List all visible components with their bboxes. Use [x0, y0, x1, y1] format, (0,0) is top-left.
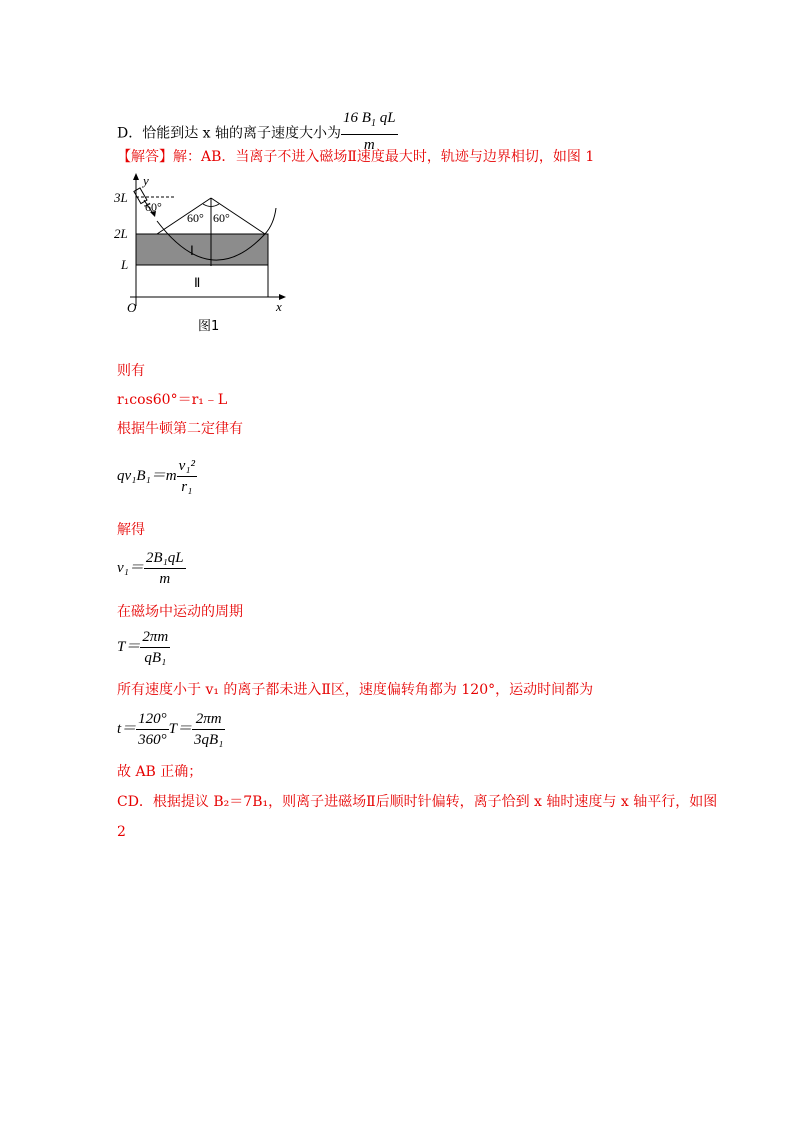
tick-l-label: L: [121, 257, 129, 272]
time-mid: T＝: [168, 720, 193, 737]
newton-equation: [117, 456, 197, 497]
angle-label-left: 60°: [187, 211, 204, 225]
newton-lhs: qv₁B₁＝m: [117, 467, 177, 484]
angle-label-entry: 60°: [145, 200, 162, 214]
y-axis-arrow: [133, 173, 139, 180]
region-2-box: [136, 265, 268, 297]
time-numerator-1: 120°: [136, 709, 169, 730]
time-fraction-1: [136, 709, 169, 750]
time-numerator-2: 2πm: [192, 709, 225, 730]
figure-1: [110, 170, 300, 340]
v1-denominator: m: [159, 571, 171, 587]
cd-text: CD．根据提议 B₂＝7B₁，则离子进磁场Ⅱ后顺时针偏转，离子恰到 x 轴时速度与 x 轴平行，如图: [117, 794, 718, 810]
equation-1: r₁cos60°＝r₁﹣L: [117, 392, 228, 408]
time-denominator-1: 360°: [138, 732, 167, 748]
region-1-label: Ⅰ: [190, 243, 194, 258]
then-text: 则有: [117, 363, 145, 379]
y-axis-label: y: [143, 173, 149, 188]
tick-2l-label: 2L: [114, 226, 128, 241]
option-d-text: D．恰能到达 x 轴的离子速度大小为: [117, 125, 342, 142]
newton-text: 根据牛顿第二定律有: [117, 421, 243, 437]
tick-3l-label: 3L: [114, 190, 128, 205]
option-d-denominator: m: [363, 137, 375, 153]
period-equation: [117, 627, 170, 668]
time-denominator-2: 3qB₁: [194, 732, 224, 748]
v1-equation: [117, 548, 186, 589]
option-d-numerator: 16 $B_1$ qL: [341, 108, 398, 135]
time-equation: [117, 709, 225, 750]
newton-numerator: v₁²: [177, 456, 197, 477]
x-axis-label: x: [276, 299, 282, 314]
period-fraction: [140, 627, 170, 668]
analysis-text: 解：AB．当离子不进入磁场Ⅱ速度最大时，轨迹与边界相切，如图 1: [173, 149, 595, 165]
origin-label: O: [127, 300, 137, 315]
cd-text-tail: 2: [117, 824, 126, 840]
time-fraction-2: [192, 709, 225, 750]
period-denominator: qB₁: [144, 650, 167, 666]
angle-label-right: 60°: [213, 211, 230, 225]
v1-fraction: [144, 548, 186, 589]
ab-correct-text: 故 AB 正确；: [117, 764, 203, 780]
analysis-line: [117, 148, 594, 166]
solve-text: 解得: [117, 522, 145, 538]
period-lhs: T＝: [117, 638, 141, 655]
period-text: 在磁场中运动的周期: [117, 604, 243, 620]
v1-numerator: 2B₁qL: [144, 548, 186, 569]
time-lhs: t＝: [117, 720, 137, 737]
figure-caption: 图1: [198, 319, 220, 334]
region-2-label: Ⅱ: [194, 275, 201, 290]
newton-denominator: r₁: [181, 479, 193, 495]
analysis-tag: 【解答】: [117, 149, 173, 165]
newton-fraction: [177, 456, 197, 497]
period-numerator: 2πm: [140, 627, 170, 648]
all-ions-text: 所有速度小于 v₁ 的离子都未进入Ⅱ区，速度偏转角都为 120°，运动时间都为: [117, 682, 594, 698]
v1-lhs: v₁＝: [117, 559, 144, 576]
